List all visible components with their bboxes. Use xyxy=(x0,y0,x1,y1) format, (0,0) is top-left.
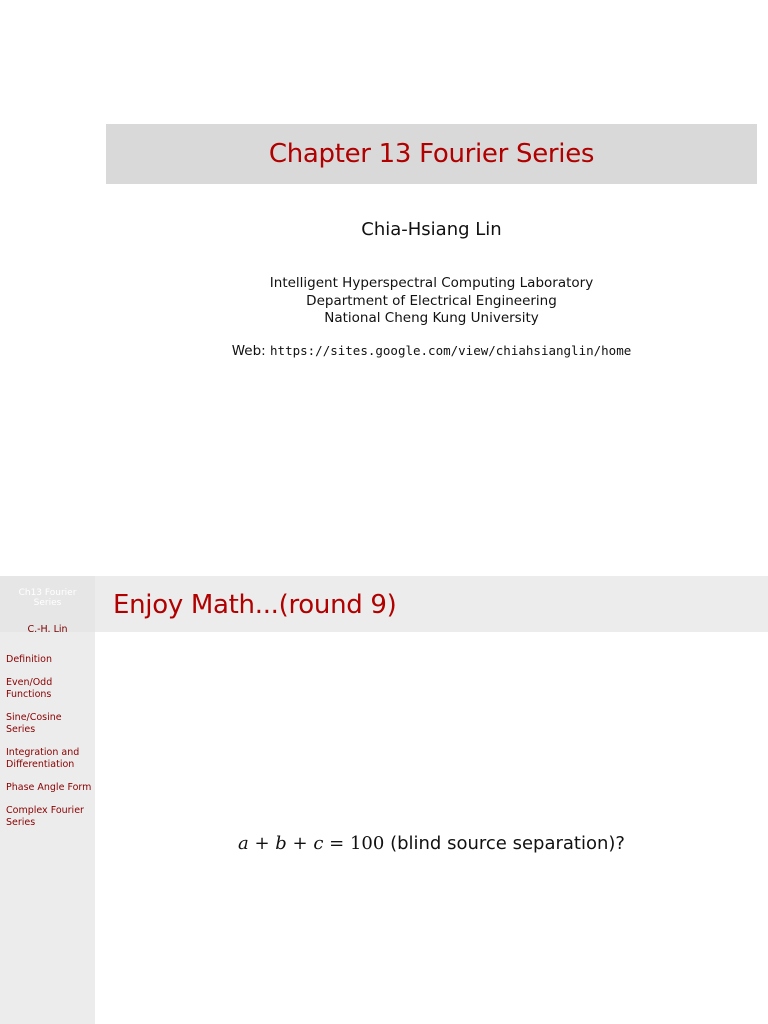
content-slide xyxy=(0,576,768,1024)
affiliation-line: Department of Electrical Engineering xyxy=(306,292,557,309)
affiliation-line: National Cheng Kung University xyxy=(324,310,539,326)
web-line xyxy=(106,343,757,359)
web-url-link[interactable]: https://sites.google.com/view/chiahsianglin/home xyxy=(270,343,632,358)
sidebar-item-definition[interactable]: Definition xyxy=(6,654,53,665)
affiliation-line: Intelligent Hyperspectral Computing Laboratory xyxy=(269,275,594,291)
frame-title-bar xyxy=(95,576,768,632)
title-bar xyxy=(106,124,757,184)
sidebar-item-integration-differentiation[interactable]: Integration and Differentiation xyxy=(6,747,80,770)
presentation-title: Chapter 13 Fourier Series xyxy=(268,139,595,169)
sidebar-short-title: Ch13 Fourier Series xyxy=(18,588,77,608)
var-c: c xyxy=(313,833,324,854)
affiliation-block xyxy=(106,275,757,328)
sidebar-nav xyxy=(6,654,92,840)
web-label: Web: xyxy=(231,343,266,359)
var-b: b xyxy=(275,833,287,854)
frame-title: Enjoy Math...(round 9) xyxy=(113,590,397,620)
formula-line xyxy=(95,833,768,854)
sidebar-item-complex-fourier-series[interactable]: Complex Fourier Series xyxy=(6,805,84,828)
var-a: a xyxy=(238,833,249,854)
sidebar-item-phase-angle-form[interactable]: Phase Angle Form xyxy=(6,782,92,793)
sidebar-item-even-odd-functions[interactable]: Even/Odd Functions xyxy=(6,677,53,700)
plus-sign: + xyxy=(248,833,276,854)
sidebar-item-sine-cosine-series[interactable]: Sine/Cosine Series xyxy=(6,712,62,735)
sidebar xyxy=(0,576,95,1024)
sidebar-author[interactable]: C.-H. Lin xyxy=(27,624,68,635)
author-name: Chia-Hsiang Lin xyxy=(361,219,502,240)
formula-text: (blind source separation)? xyxy=(384,833,625,854)
plus-sign: + xyxy=(286,833,314,854)
equals-sign: = xyxy=(323,833,350,854)
formula-value: 100 xyxy=(349,833,385,854)
